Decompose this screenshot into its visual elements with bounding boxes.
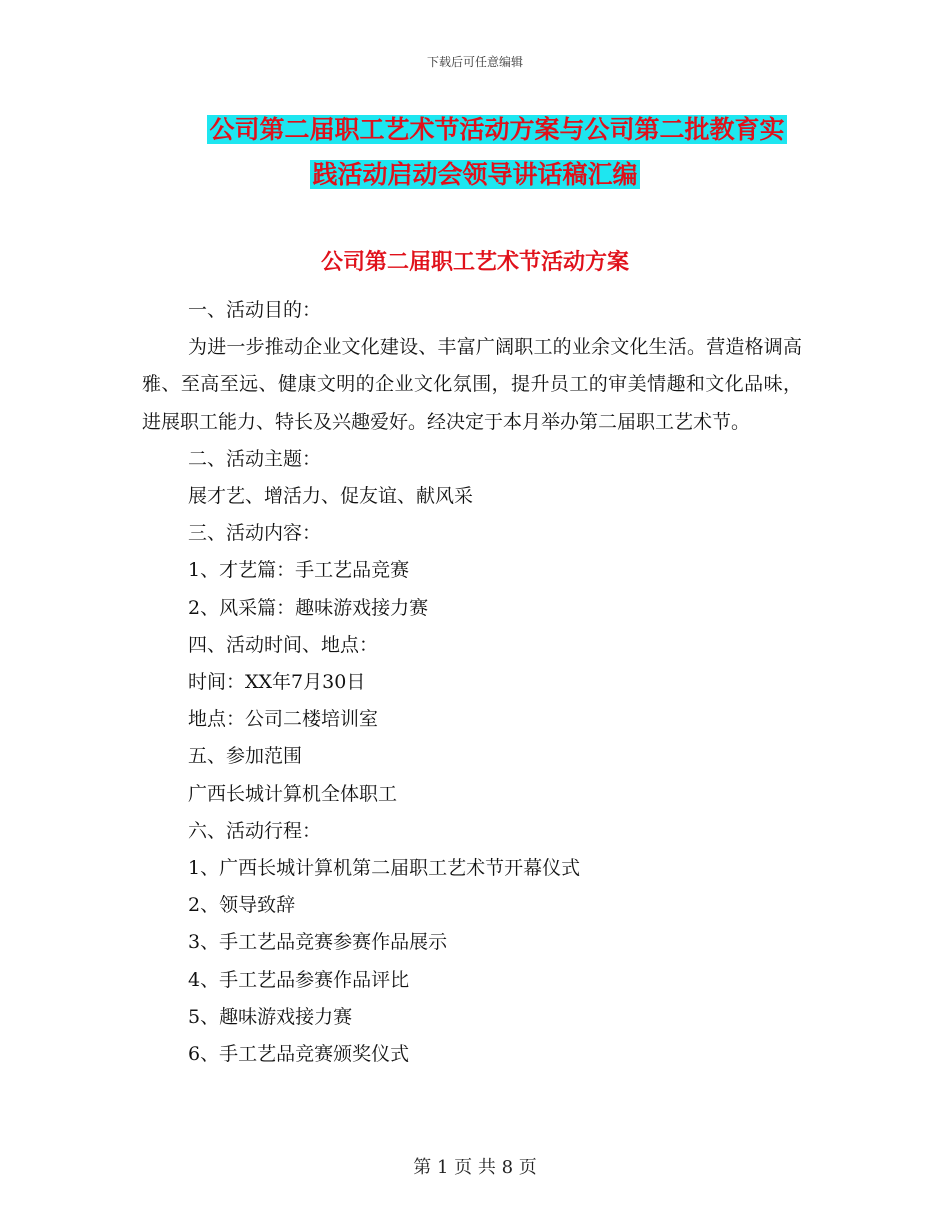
heading-scope: 五、参加范围 <box>188 745 303 768</box>
main-title-line-1 <box>0 108 950 152</box>
page-footer: 第 1 页 共 8 页 <box>413 1157 537 1178</box>
heading-theme: 二、活动主题： <box>188 447 322 470</box>
document-body <box>142 292 802 1073</box>
text-place: 地点：公司二楼培训室 <box>188 708 379 731</box>
list-item-step-6: 6、手工艺品竞赛颁奖仪式 <box>188 1043 410 1066</box>
main-title-line-2 <box>0 153 950 197</box>
text-theme: 展才艺、增活力、促友谊、献风采 <box>188 485 474 508</box>
heading-schedule: 六、活动行程： <box>188 819 322 842</box>
list-item-step-3: 3、手工艺品竞赛参赛作品展示 <box>188 931 448 954</box>
main-title-highlight-2: 践活动启动会领导讲话稿汇编 <box>312 160 638 189</box>
list-item-step-5: 5、趣味游戏接力赛 <box>188 1005 353 1028</box>
text-scope: 广西长城计算机全体职工 <box>188 782 398 805</box>
list-item-content-1: 1、才艺篇：手工艺品竞赛 <box>188 559 410 582</box>
list-item-step-2: 2、领导致辞 <box>188 894 296 917</box>
list-item-step-4: 4、手工艺品参赛作品评比 <box>188 968 410 991</box>
paragraph-purpose: 为进一步推动企业文化建设、丰富广阔职工的业余文化生活。营造格调高雅、至高至远、健康文明的企业文化氛围，提升员工的审美情趣和文化品味，进展职工能力、特长及兴趣爱好。经决定于本月举办第二届职工艺术节。 <box>142 336 802 433</box>
main-title-highlight-1: 公司第二届职工艺术节活动方案与公司第二批教育实 <box>209 115 785 144</box>
page-header-note: 下载后可任意编辑 <box>426 55 523 69</box>
list-item-step-1: 1、广西长城计算机第二届职工艺术节开幕仪式 <box>188 857 581 880</box>
heading-content: 三、活动内容： <box>188 522 322 545</box>
section-title: 公司第二届职工艺术节活动方案 <box>320 250 629 275</box>
heading-purpose: 一、活动目的： <box>188 299 322 321</box>
list-item-content-2: 2、风采篇：趣味游戏接力赛 <box>188 596 429 619</box>
text-time: 时间：XX年7月30日 <box>188 671 366 694</box>
heading-time-place: 四、活动时间、地点： <box>188 633 379 656</box>
